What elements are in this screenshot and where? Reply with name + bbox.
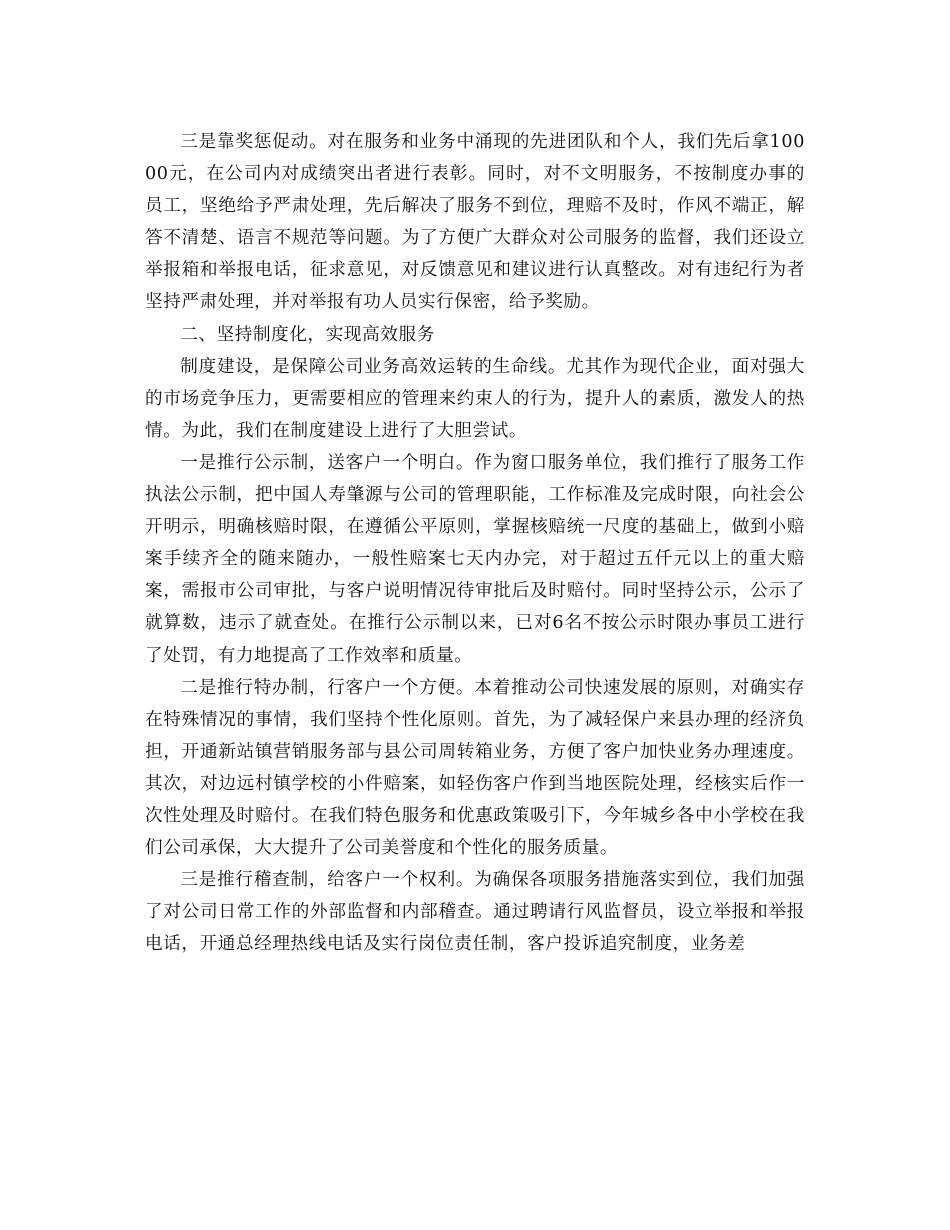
paragraph-public-disclosure: 一是推行公示制，送客户一个明白。作为窗口服务单位，我们推行了服务工作执法公示制，把中国人寿肇源与公司的管理职能，工作标准及完成时限，向社会公开明示，明确核赔时限，在遵循公平原则，掌握核赔统一尺度的基础上，做到小赔案手续齐全的随来随办，一般性赔案七天内办完，对于超过五仟元以上的重大赔案，需报市公司审批，与客户说明情况待审批后及时赔付。同时坚持公示，公示了就算数，违示了就查处。在推行公示制以来，已对6名不按公示时限办事员工进行了处罚，有力地提高了工作效率和质量。: [145, 452, 805, 666]
paragraph-special-handling: 二是推行特办制，行客户一个方便。本着推动公司快速发展的原则，对确实存在特殊情况的事情，我们坚持个性化原则。首先，为了减轻保户来县办理的经济负担，开通新站镇营销服务部与县公司周转箱业务，方便了客户加快业务办理速度。其次，对边远村镇学校的小件赔案，如轻伤客户作到当地医院处理，经核实后作一次性处理及时赔付。在我们特色服务和优惠政策吸引下，今年城乡各中小学校在我们公司承保，大大提升了公司美誉度和个性化的服务质量。: [145, 677, 805, 859]
document-body: [145, 126, 805, 960]
paragraph-inspection-system: 三是推行稽查制，给客户一个权利。为确保各项服务措施落实到位，我们加强了对公司日常工作的外部监督和内部稽查。通过聘请行风监督员，设立举报和举报电话，开通总经理热线电话及实行岗位责任制，客户投诉追究制度，业务差: [145, 870, 805, 955]
section-heading-institutionalization: 二、坚持制度化，实现高效服务: [180, 324, 435, 345]
paragraph-institution-building: 制度建设，是保障公司业务高效运转的生命线。尤其作为现代企业，面对强大的市场竞争压力，更需要相应的管理来约束人的行为，提升人的素质，激发人的热情。为此，我们在制度建设上进行了大胆尝试。: [145, 356, 805, 441]
paragraph-rewards-penalties: 三是靠奖惩促动。对在服务和业务中涌现的先进团队和个人，我们先后拿10000元，在公司内对成绩突出者进行表彰。同时，对不文明服务，不按制度办事的员工，坚绝给予严肃处理，先后解决了服务不到位，理赔不及时，作风不端正，解答不清楚、语言不规范等问题。为了方便广大群众对公司服务的监督，我们还设立举报箱和举报电话，征求意见，对反馈意见和建议进行认真整改。对有违纪行为者坚持严肃处理，并对举报有功人员实行保密，给予奖励。: [145, 132, 805, 313]
